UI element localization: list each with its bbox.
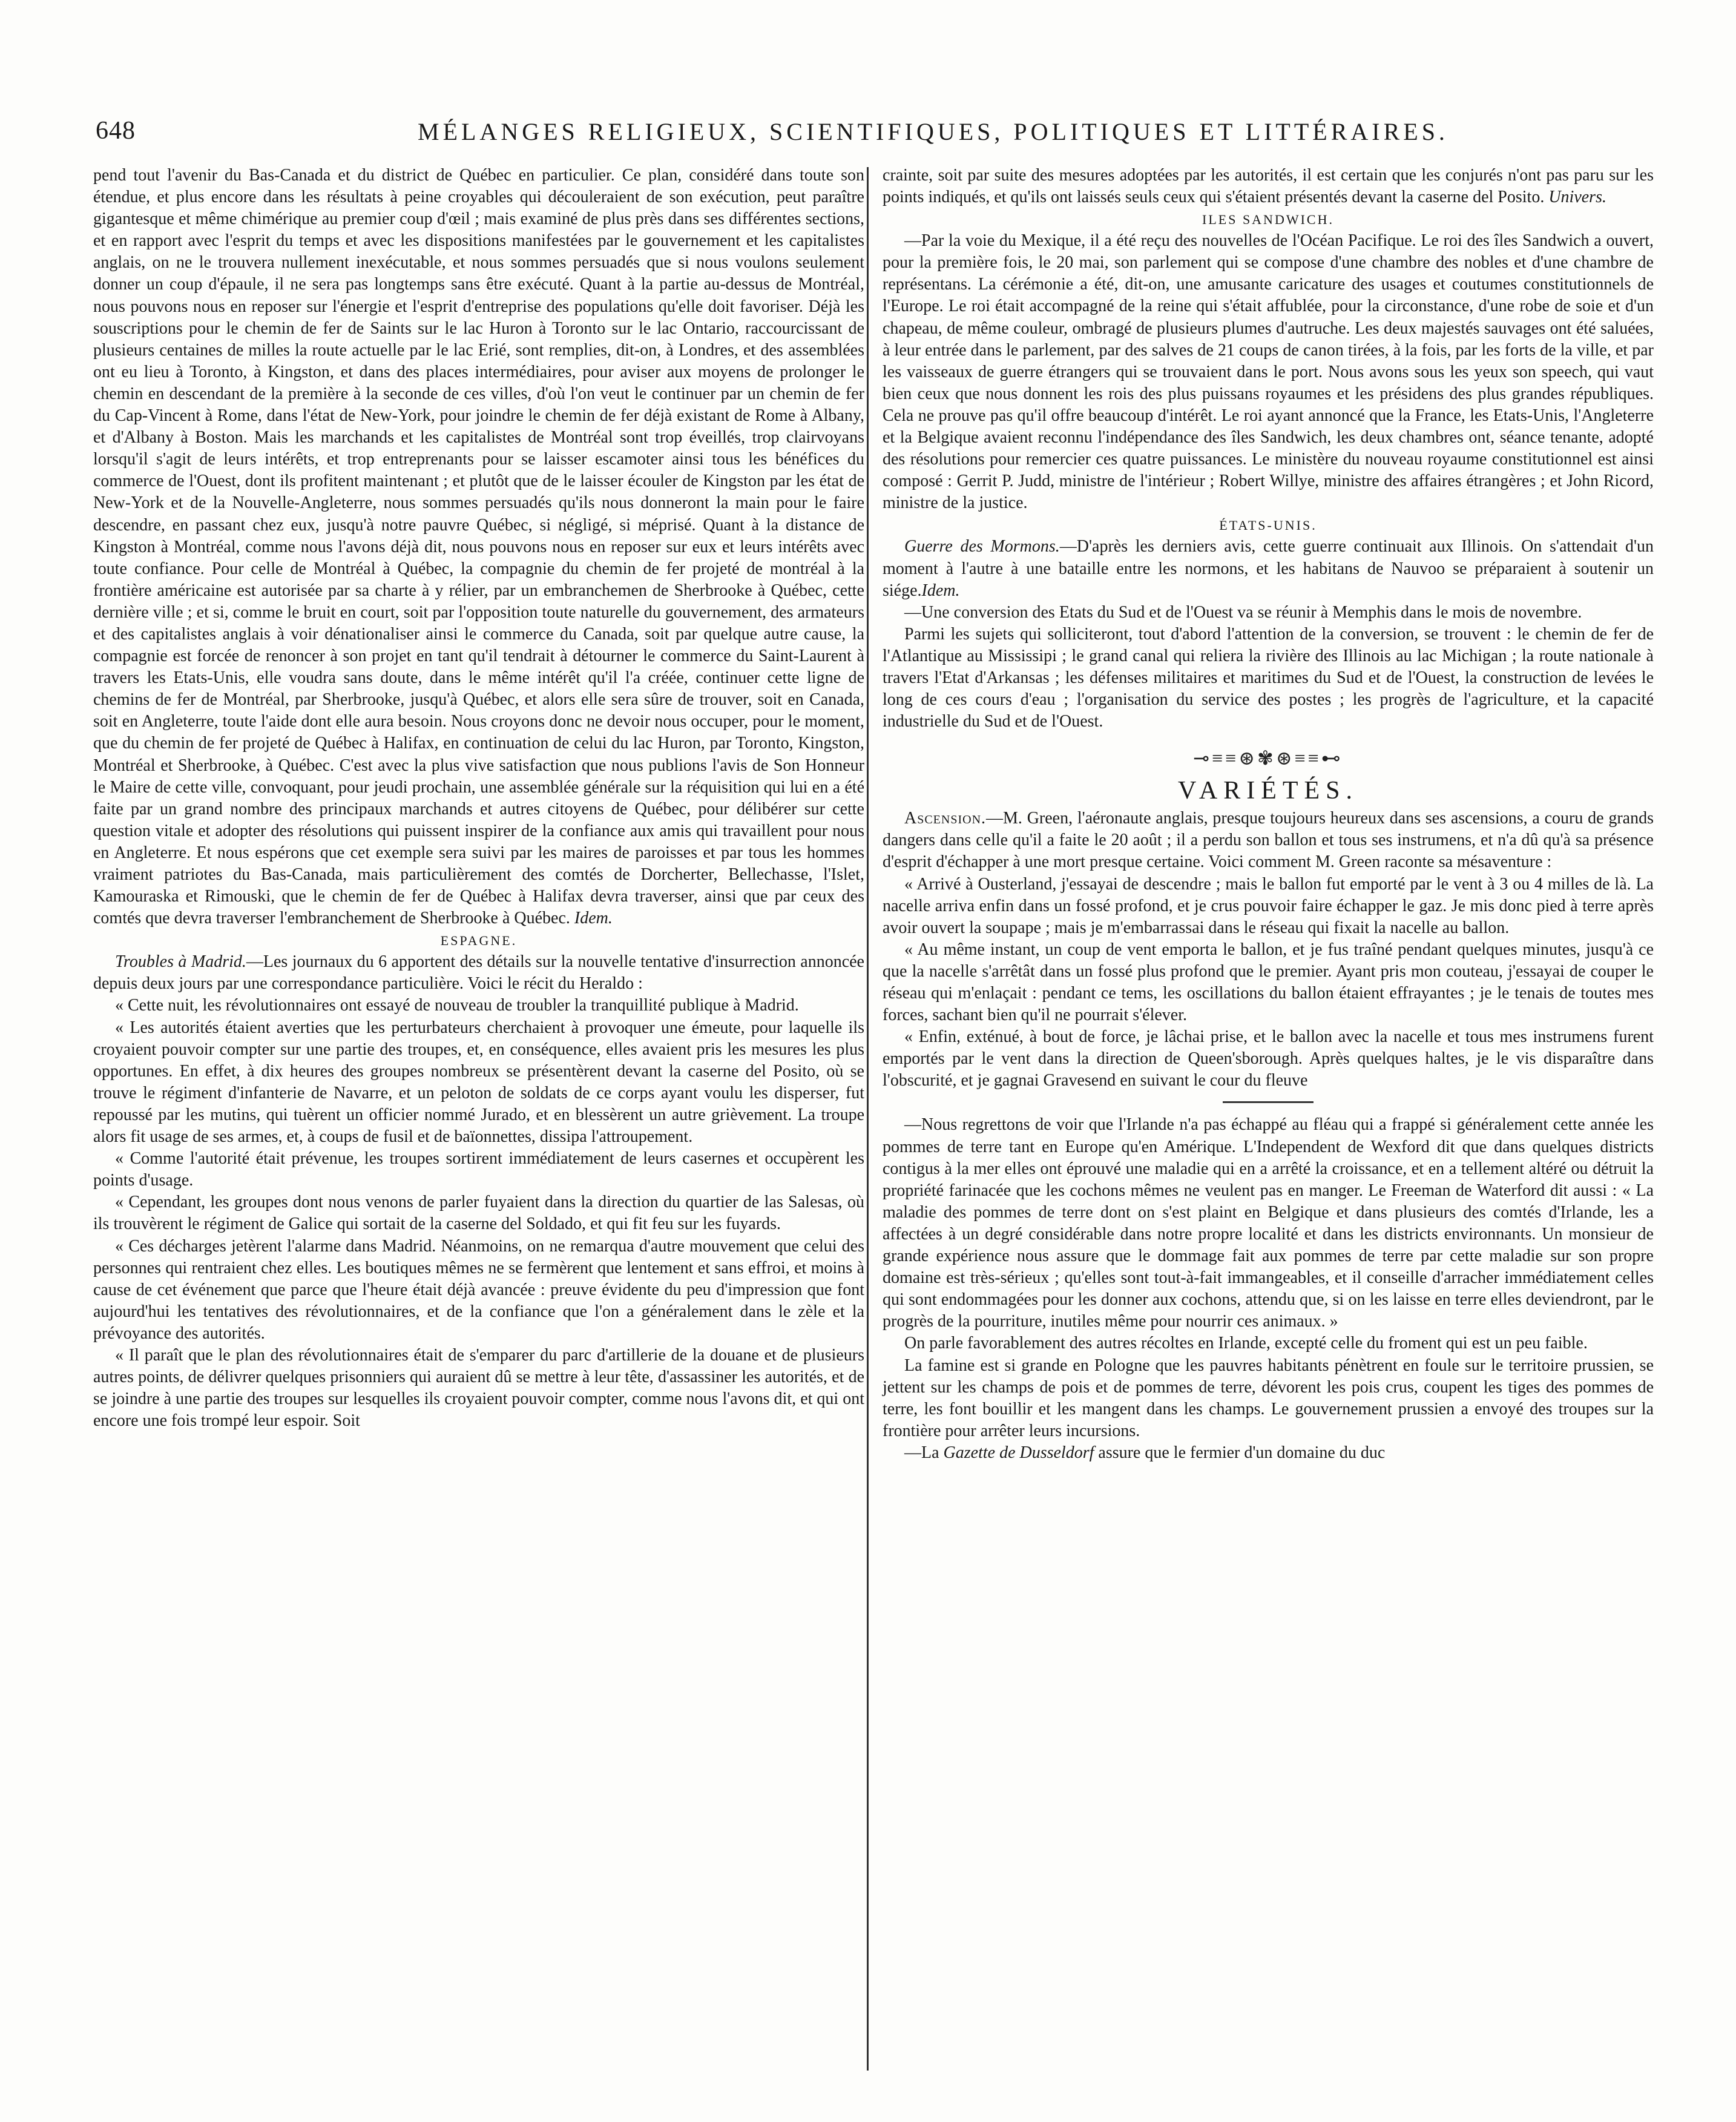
article-text: assure que le fermier d'un domaine du duc [1094,1443,1386,1462]
quote-paragraph: « Enfin, exténué, à bout de force, je lâchai prise, et le ballon avec la nacelle et tous mes instrumens furent emportés par le vent dans la direction de Queen'sborough. Après quelques haltes, je le vis disparaître dans l'obscurité, et je gagnai Gravesend en suivant le cour du fleuve [883,1027,1654,1090]
quote-paragraph: « Ces décharges jetèrent l'alarme dans Madrid. Néanmoins, on ne remarqua d'autre mouvement que celui des personnes qui rentraient chez elles. Les boutiques mêmes ne se fermèrent que lentement et sans effroi, et moins à cause de cet événement que parce que l'heure était déjà avancée : preuve évidente du peu d'impression que font aujourd'hui les tentatives des révolutionnaires, et de la confiance que l'on a généralement dans le zèle et la prévoyance des autorités. [93,1236,864,1343]
article-lead: Ascension. [904,809,987,828]
ornament-divider-icon: ⊸≡≡⊛✾⊛≡≡⊷ [1193,747,1343,769]
left-column [93,165,864,1432]
article-paragraph: La famine est si grande en Pologne que les pauvres habitants pénètrent en foule sur le territoire prussien, se jettent sur les champs de pois et de pommes de terre, dévorent les pois crus, coupent les tiges des pommes de terre, les font bouillir et les mangent dans les champs. Le gouvernement prussien a envoyé des troupes sur la frontière pour arrêter leurs incursions. [883,1356,1654,1440]
quote-paragraph: « Cette nuit, les révolutionnaires ont essayé de nouveau de troubler la tranquillité publique à Madrid. [115,996,799,1015]
article-paragraph [883,1442,1654,1464]
source-credit: Idem. [574,909,613,928]
article-paragraph: —Une conversion des Etats du Sud et de l'Ouest va se réunir à Memphis dans le mois de novembre. [904,602,1582,622]
article-paragraph: —Nous regrettons de voir que l'Irlande n'a pas échappé au fléau qui a frappé si généralement cette année les pommes de terre tant en Europe qu'en Amérique. L'Independent de Wexford dit que dans quelques districts contigus à la mer elles ont éprouvé une maladie qui en a arrêté la croissance, et en a tellement altéré ou détruit la propriété farinacée que les cochons mêmes ne veulent pas en manger. Le Freeman de Waterford dit aussi : « La maladie des pommes de terre dont on s'est plaint en Belgique et dans plusieurs des comtés d'Irlande, les a affectées à un degré considérable dans notre propre localité et dans les districts environnants. Un monsieur de grande expérience nous assure que le dommage fait aux pommes de terre par cette maladie sur son propre domaine est très-sérieux ; qu'elles sont tout-à-fait immangeables, et il conseille d'arracher immédiatement celles qui sont endommagées pour les donner aux cochons, attendu que, si on les laisse en terre elles deviendront, par le progrès de la pourriture, inutiles même pour nourrir ces animaux. » [883,1115,1654,1331]
quote-paragraph: « Au même instant, un coup de vent emporta le ballon, et je fus traîné pendant quelques minutes, jusqu'à ce que la nacelle s'arrêtât dans un fossé plus profond que le premier. Ayant pris mon couteau, j'essayai de couper le réseau qui m'enlaçait : pendant ce tems, les oscillations du ballon étaient effrayantes ; je le tenais de toutes mes forces, sachant bien qu'il ne pourrait s'élever. [883,940,1654,1025]
short-divider [1223,1101,1314,1103]
running-title: MÉLANGES RELIGIEUX, SCIENTIFIQUES, POLITIQUES ET LITTÉRAIRES. [418,118,1448,145]
page-header [91,115,1640,151]
article-lead: Troubles à Madrid. [115,952,246,972]
article-paragraph [883,165,1654,208]
right-column [883,165,1654,1464]
article-text: —D'après les derniers avis, cette guerre continuait aux Illinois. On s'attendait d'un moment à l'autre à une bataille entre les normons, et les habitans de Nauvoo se préparaient à soutenir un siége. [883,537,1654,600]
article-text: —Les journaux du 6 apportent des détails sur la nouvelle tentative d'insurrection annoncée depuis deux jours par une correspondance particulière. Voici le récit du Heraldo : [93,952,864,993]
article-text: pend tout l'avenir du Bas-Canada et du district de Québec en particulier. Ce plan, considéré dans toute son étendue, et plus encore dans les résultats à peine croyables qui découleraient de son exécution, peut paraître gigantesque et même chimérique au premier coup d'œil ; mais examiné de plus près dans ses différentes sections, et en rapport avec l'esprit du temps et avec les dispositions manifestées par le gouvernement et les capitalistes anglais, on ne le trouvera nullement inexécutable, et nous sommes persuadés que si nous voulons seulement donner un coup d'épaule, il ne sera pas longtemps sans être exécuté. Quant à la partie au-dessus de Montréal, nous pouvons nous en reposer sur l'énergie et l'esprit d'entreprise des populations qu'elle doit favoriser. Déjà les souscriptions pour le chemin de fer de Saints sur le lac Huron à Toronto sur le lac Ontario, raccourcissant de plusieurs centaines de milles la route actuelle par le lac Erié, sont remplies, dit-on, à Londres, et des assemblées ont eu lieu à Toronto, à Kingston, et dans des places intermédiaires, pour aviser aux moyens de prolonger le chemin en descendant de la première à la seconde de ces villes, d'où l'on veut le continuer par un chemin de fer du Cap-Vincent à Rome, dans l'état de New-York, pour joindre le chemin de fer déjà existant de Rome à Albany, et d'Albany à Boston. Mais les marchands et les capitalistes de Montréal sont trop éveillés, trop clairvoyans lorsqu'il s'agit de leurs intérêts, et trop entreprenants pour se laisser escamoter ainsi tous les bénéfices du commerce de l'Ouest, dont ils profitent maintenant ; et plutôt que de le laisser écouler de Kingston par les état de New-York et de la Nouvelle-Angleterre, nous sommes persuadés qu'ils nous donneront la main pour le faire descendre, en passant chez eux, jusqu'à notre pauvre Québec, si négligé, si méprisé. Quant à la distance de Kingston à Montréal, comme nous l'avons déjà dit, nous pouvons nous en reposer sur eux et leurs intérêts avec toute confiance. Pour celle de Montréal à Québec, la compagnie du chemin de fer projeté de montréal à la frontière américaine est autorisée par sa charte à y rélier, par un embranchemen de Sherbrooke à Québec, cette dernière ville ; et si, comme le bruit en court, soit par l'opposition toute naturelle du gouvernement, des armateurs et des capitalistes anglais à voir dénationaliser ainsi le commerce du Canada, soit par quelque autre cause, la compagnie est forcée de renoncer à son projet en tant qu'il tendrait à détourner le commerce du Saint-Laurent à travers les Etats-Unis, elle voudra sans doute, dans le même intérêt qu'il l'a créée, continuer cette ligne de chemins de fer de Montréal, par Sherbrooke, jusqu'à Québec, et alors elle sera sûre de trouver, soit en Canada, soit en Angleterre, toute l'aide dont elle aura besoin. Nous croyons donc ne devoir nous occuper, pour le moment, que du chemin de fer projeté de Québec à Halifax, en continuation de celui du lac Huron, par Toronto, Kingston, Montréal et Sherbrooke, à Québec. C'est avec la plus vive satisfaction que nous publions l'avis de Son Honneur le Maire de cette ville, convoquant, pour jeudi prochain, une assemblée générale sur la réquisition qui lui en a été faite par un grand nombre des principaux marchands et autres citoyens de Québec, pour délibérer sur cette question vitale et adopter des résolutions qui puissent inspirer de la confiance aux amis qui travaillent pour nous en Angleterre. Et nous espérons que cet exemple sera suivi par les maires de paroisses et par tous les hommes vraiment patriotes du Bas-Canada, mais particulièrement des comtés de Dorcherter, Bellechasse, l'Islet, Kamouraska et Rimouski, que le chemin de fer de Québec à Halifax devra traverser, ainsi que par ceux des comtés que devra traverser l'embranchement de Sherbrooke à Québec. [93,166,864,928]
section-heading-iles-sandwich: ILES SANDWICH. [1202,212,1334,228]
section-heading-varietes: VARIÉTÉS. [1177,777,1359,805]
quote-paragraph: « Comme l'autorité était prévenue, les troupes sortirent immédiatement de leurs casernes et occupèrent les points d'usage. [93,1149,864,1190]
article-text: —La [904,1443,944,1462]
quote-paragraph: « Arrivé à Ousterland, j'essayai de descendre ; mais le ballon fut emporté par le vent à 3 ou 4 milles de là. La nacelle arriva enfin dans un fossé profond, et je crus pouvoir faire échapper le gaz. Je mis donc pied à terre après avoir ouvert la soupape ; mais je m'embarrassai dans le réseau qui fixait la nacelle au ballon. [883,874,1654,937]
article-paragraph: —Par la voie du Mexique, il a été reçu des nouvelles de l'Océan Pacifique. Le roi des îles Sandwich a ouvert, pour la première fois, le 20 mai, son parlement qui se compose d'une chambre des nobles et d'une chambre de représentans. La cérémonie a été, dit-on, une amusante caricature des usages et coutumes constitutionnels de l'Europe. Le roi était accompagné de la reine qui s'était affublée, pour la circonstance, d'une robe de soie et d'un chapeau, de même couleur, ombragé de plusieurs plumes d'autruche. Les deux majestés sauvages ont été saluées, à leur entrée dans le parlement, par des salves de 21 coups de canon tirées, à la fois, par les forts de la ville, et par les vaisseaux de guerre étrangers qui se trouvaient dans le port. Nous avons sous les yeux son speech, qui vaut bien ceux que nous donnent les rois des plus puissans royaumes et les présidens des plus grandes républiques. Cela ne prouve pas qu'il offre beaucoup d'intérêt. Le roi ayant annoncé que la France, les Etats-Unis, l'Angleterre et la Belgique avaient reconnu l'indépendance des îles Sandwich, les deux chambres ont, séance tenante, adopté des résolutions pour remercier ces quatre puissances. Le ministère du nouveau royaume constitutionnel est ainsi composé : Gerrit P. Judd, ministre de l'intérieur ; Robert Willye, ministre des affaires étrangères ; et John Ricord, ministre de la justice. [883,231,1654,513]
newspaper-title: Gazette de Dusseldorf [943,1443,1094,1462]
page-number: 648 [96,117,136,145]
source-credit: Idem. [921,581,960,600]
article-paragraph [883,536,1654,601]
quote-paragraph: « Cependant, les groupes dont nous venons de parler fuyaient dans la direction du quartier de las Salesas, où ils trouvèrent le régiment de Galice qui sortait de la caserne del Soldado, et qui fit feu sur les fuyards. [93,1193,864,1234]
section-heading-etats-unis: ÉTATS-UNIS. [1219,518,1317,533]
article-text: crainte, soit par suite des mesures adoptées par les autorités, il est certain que les conjurés n'ont pas paru sur les points indiqués, et qu'ils ont laissés seuls ceux qui s'étaient présentés devant la caserne del Posito. [883,166,1654,207]
article-paragraph: On parle favorablement des autres récoltes en Irlande, excepté celle du froment qui est un peu faible. [904,1334,1588,1353]
quote-paragraph: « Il paraît que le plan des révolutionnaires était de s'emparer du parc d'artillerie de la douane et de plusieurs autres points, de délivrer quelques prisonniers qui auraient dû se mettre à leur tête, d'assassiner les autorités, et de se joindre à une partie des troupes sur lesquelles ils croyaient pouvoir compter, comme nous l'avons dit, et qui ont encore une fois trompé leur espoir. Soit [93,1345,864,1431]
source-credit: Univers. [1548,188,1606,207]
article-paragraph [883,808,1654,873]
article-paragraph: Parmi les sujets qui solliciteront, tout d'abord l'attention de la conversion, se trouvent : le chemin de fer de l'Atlantique au Mississipi ; le grand canal qui reliera la rivière des Illinois au lac Michigan ; la route nationale à travers l'Etat d'Arkansas ; les défenses militaires et maritimes du Sud et de l'Ouest, la construction de levées le long de ces cours d'eau ; l'organisation du service des postes ; les progrès de l'agriculture, et la capacité industrielle du Sud et de l'Ouest. [883,624,1654,731]
article-paragraph [93,165,864,929]
section-heading-espagne: ESPAGNE. [440,933,518,949]
article-text: —M. Green, l'aéronaute anglais, presque toujours heureux dans ses ascensions, a couru de grands dangers dans celle qu'il a faite le 20 août ; il a perdu son ballon et tous ses instrumens, et n'a dû qu'à sa présence d'esprit d'échapper à une mort presque certaine. Voici comment M. Green raconte sa mésaventure : [883,809,1654,872]
column-divider [867,167,869,2071]
article-paragraph [93,951,864,995]
quote-paragraph: « Les autorités étaient averties que les perturbateurs cherchaient à provoquer une émeute, pour laquelle ils croyaient pouvoir compter sur une partie des troupes, et, en conséquence, elles avaient pris les mesures les plus opportunes. En effet, à dix heures des groupes nombreux se présentèrent devant la caserne del Posito, où se trouve le régiment d'infanterie de Navarre, et un peloton de soldats de ce corps ayant voulu les disperser, fut repoussé par les mutins, qui tuèrent un officier nommé Jurado, et en blessèrent un autre grièvement. La troupe alors fit usage de ses armes, et, à coups de fusil et de baïonnettes, dissipa l'attroupement. [93,1018,864,1147]
article-lead: Guerre des Mormons. [904,537,1060,556]
